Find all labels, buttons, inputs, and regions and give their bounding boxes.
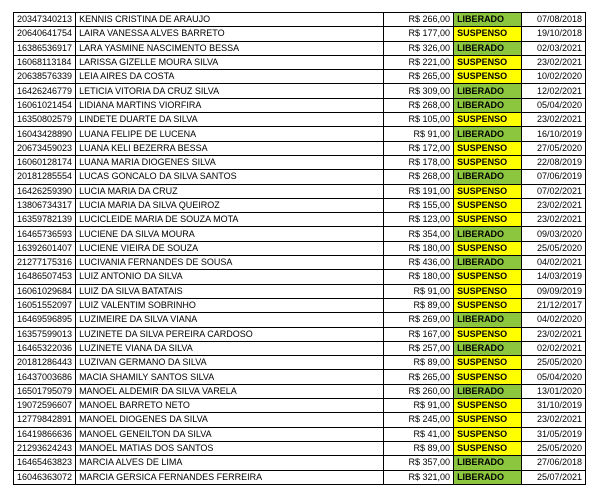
table-row xyxy=(14,427,586,441)
value-cell: R$ 357,00 xyxy=(384,456,454,470)
id-cell: 16392601407 xyxy=(14,241,76,255)
status-cell: SUSPENSO xyxy=(454,213,522,227)
date-cell: 25/05/2020 xyxy=(522,356,586,370)
name-cell: LUIZ VALENTIM SOBRINHO xyxy=(76,298,384,312)
table-row xyxy=(14,113,586,127)
name-cell: LUCIA MARIA DA SILVA QUEIROZ xyxy=(76,198,384,212)
date-cell: 31/05/2019 xyxy=(522,427,586,441)
table-row xyxy=(14,70,586,84)
date-cell: 27/06/2018 xyxy=(522,456,586,470)
status-cell: LIBERADO xyxy=(454,384,522,398)
value-cell: R$ 155,00 xyxy=(384,198,454,212)
status-cell: SUSPENSO xyxy=(454,55,522,69)
date-cell: 02/02/2021 xyxy=(522,341,586,355)
date-cell: 23/02/2021 xyxy=(522,55,586,69)
name-cell: LUCIA MARIA DA CRUZ xyxy=(76,184,384,198)
name-cell: LARA YASMINE NASCIMENTO BESSA xyxy=(76,41,384,55)
value-cell: R$ 221,00 xyxy=(384,55,454,69)
value-cell: R$ 172,00 xyxy=(384,141,454,155)
date-cell: 23/02/2021 xyxy=(522,413,586,427)
status-cell: LIBERADO xyxy=(454,470,522,484)
status-cell: SUSPENSO xyxy=(454,356,522,370)
table-row xyxy=(14,313,586,327)
value-cell: R$ 269,00 xyxy=(384,313,454,327)
id-cell: 16068113184 xyxy=(14,55,76,69)
name-cell: KENNIS CRISTINA DE ARAUJO xyxy=(76,13,384,27)
table-row xyxy=(14,284,586,298)
date-cell: 07/06/2019 xyxy=(522,170,586,184)
date-cell: 23/02/2021 xyxy=(522,198,586,212)
table-row xyxy=(14,399,586,413)
table-row xyxy=(14,55,586,69)
table-row xyxy=(14,141,586,155)
status-cell: SUSPENSO xyxy=(454,70,522,84)
table-row xyxy=(14,98,586,112)
name-cell: LUZINETE VIANA DA SILVA xyxy=(76,341,384,355)
status-cell: SUSPENSO xyxy=(454,413,522,427)
name-cell: MANOEL BARRETO NETO xyxy=(76,399,384,413)
value-cell: R$ 321,00 xyxy=(384,470,454,484)
name-cell: MARCIA ALVES DE LIMA xyxy=(76,456,384,470)
status-cell: LIBERADO xyxy=(454,313,522,327)
status-cell: LIBERADO xyxy=(454,98,522,112)
value-cell: R$ 123,00 xyxy=(384,213,454,227)
id-cell: 16465322036 xyxy=(14,341,76,355)
value-cell: R$ 245,00 xyxy=(384,413,454,427)
value-cell: R$ 91,00 xyxy=(384,399,454,413)
date-cell: 25/05/2020 xyxy=(522,241,586,255)
id-cell: 16060128174 xyxy=(14,155,76,169)
status-cell: SUSPENSO xyxy=(454,141,522,155)
table-row xyxy=(14,227,586,241)
id-cell: 16061029684 xyxy=(14,284,76,298)
status-cell: SUSPENSO xyxy=(454,399,522,413)
id-cell: 16486507453 xyxy=(14,270,76,284)
id-cell: 20673459023 xyxy=(14,141,76,155)
id-cell: 16419866636 xyxy=(14,427,76,441)
date-cell: 13/01/2020 xyxy=(522,384,586,398)
value-cell: R$ 326,00 xyxy=(384,41,454,55)
table-row xyxy=(14,370,586,384)
value-cell: R$ 180,00 xyxy=(384,270,454,284)
id-cell: 20181285554 xyxy=(14,170,76,184)
status-cell: SUSPENSO xyxy=(454,184,522,198)
name-cell: LUCAS GONCALO DA SILVA SANTOS xyxy=(76,170,384,184)
id-cell: 16465736593 xyxy=(14,227,76,241)
name-cell: LUCIENE DA SILVA MOURA xyxy=(76,227,384,241)
name-cell: LETICIA VITORIA DA CRUZ SILVA xyxy=(76,84,384,98)
id-cell: 20181286443 xyxy=(14,356,76,370)
id-cell: 16426259390 xyxy=(14,184,76,198)
status-cell: SUSPENSO xyxy=(454,198,522,212)
name-cell: LUZINETE DA SILVA PEREIRA CARDOSO xyxy=(76,327,384,341)
date-cell: 16/10/2019 xyxy=(522,127,586,141)
id-cell: 21293624243 xyxy=(14,441,76,455)
id-cell: 21277175316 xyxy=(14,256,76,270)
table-row xyxy=(14,413,586,427)
table-row xyxy=(14,27,586,41)
status-cell: SUSPENSO xyxy=(454,113,522,127)
id-cell: 16046363072 xyxy=(14,470,76,484)
date-cell: 05/04/2020 xyxy=(522,98,586,112)
value-cell: R$ 354,00 xyxy=(384,227,454,241)
table-row xyxy=(14,41,586,55)
id-cell: 16350802579 xyxy=(14,113,76,127)
value-cell: R$ 266,00 xyxy=(384,13,454,27)
name-cell: MACIA SHAMILY SANTOS SILVA xyxy=(76,370,384,384)
table-row xyxy=(14,198,586,212)
date-cell: 09/09/2019 xyxy=(522,284,586,298)
value-cell: R$ 178,00 xyxy=(384,155,454,169)
id-cell: 16051552097 xyxy=(14,298,76,312)
value-cell: R$ 167,00 xyxy=(384,327,454,341)
value-cell: R$ 265,00 xyxy=(384,70,454,84)
date-cell: 23/02/2021 xyxy=(522,327,586,341)
beneficiary-table xyxy=(13,12,586,485)
name-cell: LUANA KELI BEZERRA BESSA xyxy=(76,141,384,155)
id-cell: 20347340213 xyxy=(14,13,76,27)
value-cell: R$ 191,00 xyxy=(384,184,454,198)
table-row xyxy=(14,241,586,255)
id-cell: 20638576339 xyxy=(14,70,76,84)
name-cell: LUZIVAN GERMANO DA SILVA xyxy=(76,356,384,370)
name-cell: MARCIA GERSICA FERNANDES FERREIRA xyxy=(76,470,384,484)
id-cell: 16359782139 xyxy=(14,213,76,227)
status-cell: SUSPENSO xyxy=(454,327,522,341)
id-cell: 16061021454 xyxy=(14,98,76,112)
status-cell: LIBERADO xyxy=(454,341,522,355)
name-cell: LUANA FELIPE DE LUCENA xyxy=(76,127,384,141)
id-cell: 16501795079 xyxy=(14,384,76,398)
value-cell: R$ 89,00 xyxy=(384,356,454,370)
date-cell: 22/08/2019 xyxy=(522,155,586,169)
name-cell: LAIRA VANESSA ALVES BARRETO xyxy=(76,27,384,41)
id-cell: 20640641754 xyxy=(14,27,76,41)
date-cell: 21/12/2017 xyxy=(522,298,586,312)
status-cell: LIBERADO xyxy=(454,84,522,98)
status-cell: LIBERADO xyxy=(454,127,522,141)
date-cell: 05/04/2020 xyxy=(522,370,586,384)
date-cell: 04/02/2020 xyxy=(522,313,586,327)
id-cell: 13806734317 xyxy=(14,198,76,212)
status-cell: SUSPENSO xyxy=(454,241,522,255)
table-row xyxy=(14,256,586,270)
table-row xyxy=(14,298,586,312)
id-cell: 16357599013 xyxy=(14,327,76,341)
name-cell: LUCIENE VIEIRA DE SOUZA xyxy=(76,241,384,255)
status-cell: SUSPENSO xyxy=(454,370,522,384)
value-cell: R$ 257,00 xyxy=(384,341,454,355)
value-cell: R$ 260,00 xyxy=(384,384,454,398)
value-cell: R$ 436,00 xyxy=(384,256,454,270)
name-cell: MANOEL ALDEMIR DA SILVA VARELA xyxy=(76,384,384,398)
id-cell: 16386536917 xyxy=(14,41,76,55)
table-row xyxy=(14,84,586,98)
status-cell: LIBERADO xyxy=(454,41,522,55)
status-cell: LIBERADO xyxy=(454,170,522,184)
name-cell: MANOEL GENEILTON DA SILVA xyxy=(76,427,384,441)
table-row xyxy=(14,213,586,227)
name-cell: LUIZ ANTONIO DA SILVA xyxy=(76,270,384,284)
table-row xyxy=(14,441,586,455)
id-cell: 12779842891 xyxy=(14,413,76,427)
table-row xyxy=(14,341,586,355)
table-row xyxy=(14,384,586,398)
table-row xyxy=(14,13,586,27)
name-cell: LUIZ DA SILVA BATATAIS xyxy=(76,284,384,298)
status-cell: SUSPENSO xyxy=(454,441,522,455)
name-cell: LUCIVANIA FERNANDES DE SOUSA xyxy=(76,256,384,270)
status-cell: SUSPENSO xyxy=(454,155,522,169)
date-cell: 07/08/2018 xyxy=(522,13,586,27)
name-cell: LINDETE DUARTE DA SILVA xyxy=(76,113,384,127)
id-cell: 16043428890 xyxy=(14,127,76,141)
value-cell: R$ 177,00 xyxy=(384,27,454,41)
date-cell: 25/05/2020 xyxy=(522,441,586,455)
date-cell: 10/02/2020 xyxy=(522,70,586,84)
table-row xyxy=(14,356,586,370)
date-cell: 23/02/2021 xyxy=(522,113,586,127)
date-cell: 31/10/2019 xyxy=(522,399,586,413)
table-row xyxy=(14,327,586,341)
table-row xyxy=(14,127,586,141)
table-row xyxy=(14,470,586,484)
status-cell: LIBERADO xyxy=(454,256,522,270)
name-cell: MANOEL MATIAS DOS SANTOS xyxy=(76,441,384,455)
status-cell: SUSPENSO xyxy=(454,27,522,41)
name-cell: LIDIANA MARTINS VIORFIRA xyxy=(76,98,384,112)
date-cell: 02/03/2021 xyxy=(522,41,586,55)
status-cell: SUSPENSO xyxy=(454,284,522,298)
table-row xyxy=(14,155,586,169)
name-cell: LEIA AIRES DA COSTA xyxy=(76,70,384,84)
name-cell: LUANA MARIA DIOGENES SILVA xyxy=(76,155,384,169)
name-cell: LARISSA GIZELLE MOURA SILVA xyxy=(76,55,384,69)
table-row xyxy=(14,456,586,470)
table-row xyxy=(14,270,586,284)
beneficiary-table-body xyxy=(14,13,586,485)
date-cell: 12/02/2021 xyxy=(522,84,586,98)
value-cell: R$ 89,00 xyxy=(384,441,454,455)
status-cell: SUSPENSO xyxy=(454,298,522,312)
date-cell: 07/02/2021 xyxy=(522,184,586,198)
date-cell: 25/07/2021 xyxy=(522,470,586,484)
status-cell: LIBERADO xyxy=(454,227,522,241)
id-cell: 16465463823 xyxy=(14,456,76,470)
date-cell: 14/03/2019 xyxy=(522,270,586,284)
value-cell: R$ 89,00 xyxy=(384,298,454,312)
date-cell: 27/05/2020 xyxy=(522,141,586,155)
table-row xyxy=(14,184,586,198)
date-cell: 19/10/2018 xyxy=(522,27,586,41)
id-cell: 16469596895 xyxy=(14,313,76,327)
value-cell: R$ 180,00 xyxy=(384,241,454,255)
name-cell: MANOEL DIOGENES DA SILVA xyxy=(76,413,384,427)
date-cell: 23/02/2021 xyxy=(522,213,586,227)
value-cell: R$ 91,00 xyxy=(384,284,454,298)
date-cell: 09/03/2020 xyxy=(522,227,586,241)
value-cell: R$ 265,00 xyxy=(384,370,454,384)
table-row xyxy=(14,170,586,184)
value-cell: R$ 105,00 xyxy=(384,113,454,127)
name-cell: LUZIMEIRE DA SILVA VIANA xyxy=(76,313,384,327)
status-cell: SUSPENSO xyxy=(454,427,522,441)
name-cell: LUCICLEIDE MARIA DE SOUZA MOTA xyxy=(76,213,384,227)
value-cell: R$ 91,00 xyxy=(384,127,454,141)
value-cell: R$ 41,00 xyxy=(384,427,454,441)
status-cell: SUSPENSO xyxy=(454,270,522,284)
value-cell: R$ 268,00 xyxy=(384,98,454,112)
id-cell: 16437003686 xyxy=(14,370,76,384)
id-cell: 19072596607 xyxy=(14,399,76,413)
date-cell: 04/02/2021 xyxy=(522,256,586,270)
id-cell: 16426246779 xyxy=(14,84,76,98)
status-cell: LIBERADO xyxy=(454,13,522,27)
value-cell: R$ 309,00 xyxy=(384,84,454,98)
status-cell: LIBERADO xyxy=(454,456,522,470)
value-cell: R$ 268,00 xyxy=(384,170,454,184)
